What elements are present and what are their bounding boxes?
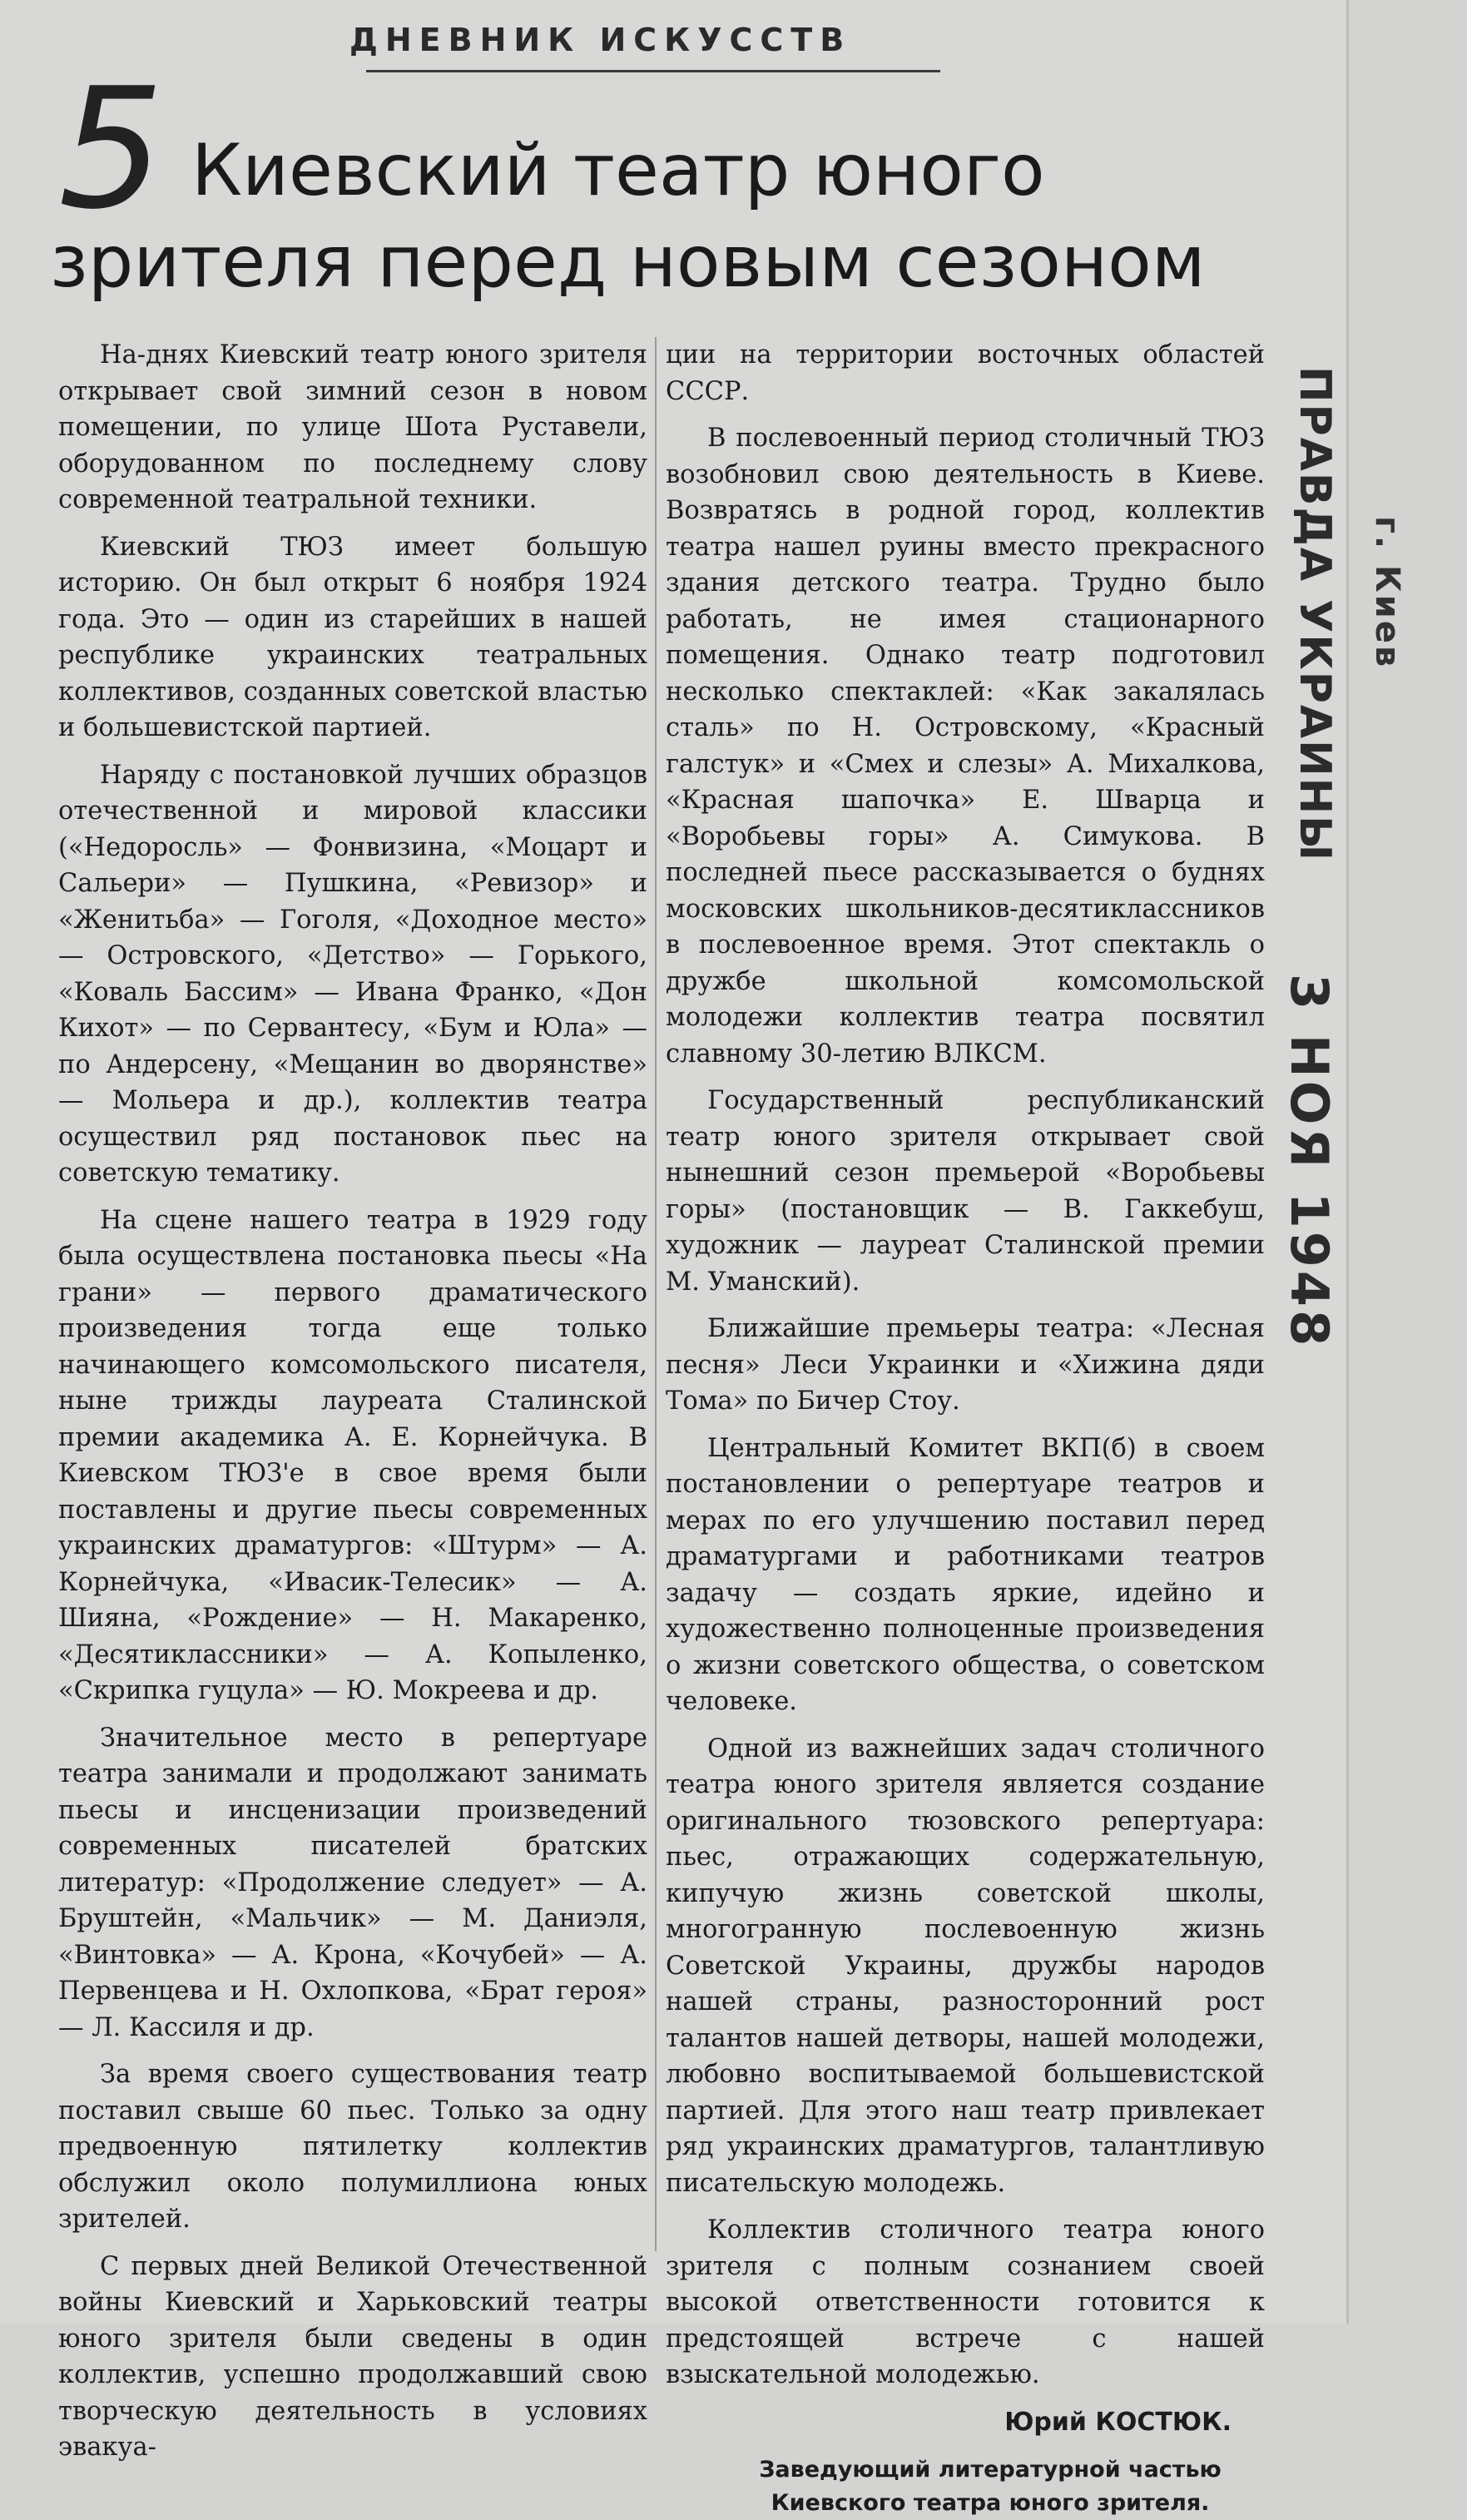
- column-divider: [655, 337, 657, 2251]
- paragraph: Ближайшие премьеры театра: «Лесная песня» Леси Украинки и «Хижина дяди Тома» по Бичер Стоу.: [666, 1314, 1265, 1416]
- paragraph: Центральный Комитет ВКП(б) в своем постановлении о репертуаре театров и мерах по его улучшению поставил перед драматургами и работниками театров задачу — создать яркие, идейно и художественно полноценные произведения о жизни советского общества, о советском человеке.: [666, 1433, 1265, 1716]
- paragraph: Коллектив столичного театра юного зрителя с полным сознанием своей высокой ответственности готовится к предстоящей встрече с нашей взыскательной молодежью.: [666, 2215, 1265, 2389]
- article-headline: [50, 125, 1281, 308]
- section-rubric: ДНЕВНИК ИСКУССТВ: [349, 22, 852, 58]
- author-position-line-1: Заведующий литературной частью: [759, 2457, 1222, 2483]
- article-column-2: [666, 337, 1265, 2520]
- headline-line-1: Киевский театр юного: [191, 129, 1045, 212]
- paragraph: На-днях Киевский театр юного зрителя открывает свой зимний сезон в новом помещении, по улице Шота Руставели, оборудованном по последнему слову современной театральной техники.: [58, 340, 647, 514]
- rubric-underline: [366, 70, 940, 72]
- paragraph: На сцене нашего театра в 1929 году была осуществлена постановка пьесы «На грани» — первого драматического произведения тогда еще только начинающего комсомольского писателя, ныне трижды лауреата Сталинской премии академика А. Е. Корнейчука. В Киевском ТЮЗ'е в свое время были поставлены и другие пьесы современных украинских драматургов: «Штурм» — А. Корнейчука, «Ивасик-Телесик» — А. Шияна, «Рождение» — Н. Макаренко, «Десятиклассники» — А. Копыленко, «Скрипка гуцула» — Ю. Мокреева и др.: [58, 1205, 647, 1705]
- author-position-line-2: Киевского театра юного зрителя.: [771, 2490, 1210, 2516]
- stamp-newspaper-name: ПРАВДА УКРАИНЫ: [1290, 366, 1340, 863]
- author-position: [666, 2453, 1265, 2520]
- headline-line-2: зрителя перед новым сезоном: [50, 221, 1206, 304]
- handwritten-number: 5: [58, 52, 165, 246]
- paragraph: За время своего существования театр поставил свыше 60 пьес. Только за одну предвоенную пятилетку коллектив обслужил около полумиллиона юных зрителей.: [58, 2060, 647, 2234]
- stamp-date: 3 НОЯ 1948: [1279, 974, 1340, 1350]
- paragraph: В послевоенный период столичный ТЮЗ возобновил свою деятельность в Киеве. Возвратясь в родной город, коллектив театра нашел руины вместо прекрасного здания детского театра. Трудно было работать, не имея стационарного помещения. Однако театр подготовил несколько спектаклей: «Как закалялась сталь» по Н. Островскому, «Красный галстук» и «Смех и слезы» А. Михалкова, «Красная шапочка» Е. Шварца и «Воробьевы горы» А. Симукова. В последней пьесе рассказывается о буднях московских школьников-десятиклассников в послевоенное время. Этот спектакль о дружбе школьной комсомольской молодежи коллектив театра посвятил славному 30-летию ВЛКСМ.: [666, 424, 1265, 1069]
- stamp-city: г. Киев: [1368, 516, 1406, 670]
- paragraph: Значительное место в репертуаре театра занимали и продолжают занимать пьесы и инсценизации произведений современных писателей братских литератур: «Продолжение следует» — А. Бруштейн, «Мальчик» — М. Даниэля, «Винтовка» — А. Крона, «Кочубей» — А. Первенцева и Н. Охлопкова, «Брат героя» — Л. Кассиля и др.: [58, 1723, 647, 2042]
- clipping-edge: [1346, 0, 1349, 2324]
- paragraph: Одной из важнейших задач столичного театра юного зрителя является создание оригинального тюзовского репертуара: пьес, отражающих содержательную, кипучую жизнь советской школы, многогранную послевоенную жизнь Советской Украины, дружбы народов нашей страны, разносторонний рост талантов нашей детворы, нашей молодежи, любовно воспитываемой большевистской партией. Для этого наш театр привлекает ряд украинских драматургов, талантливую писательскую молодежь.: [666, 1734, 1265, 2198]
- paragraph: С первых дней Великой Отечественной войны Киевский и Харьковский театры юного зрителя были сведены в один коллектив, успешно продолжавший свою творческую деятельность в условиях эвакуа-: [58, 2251, 647, 2462]
- author-signature: Юрий КОСТЮК.: [1004, 2407, 1232, 2437]
- article-column-1: [58, 337, 647, 2477]
- paragraph-continuation: ции на территории восточных областей СССР.: [666, 340, 1265, 406]
- paragraph: Киевский ТЮЗ имеет большую историю. Он был открыт 6 ноября 1924 года. Это — один из старейших в нашей республике украинских театральных коллективов, созданных советской властью и большевистской партией.: [58, 532, 647, 742]
- paragraph: Наряду с постановкой лучших образцов отечественной и мировой классики («Недоросль» — Фонвизина, «Моцарт и Сальери» — Пушкина, «Ревизор» и «Женитьба» — Гоголя, «Доходное место» — Островского, «Детство» — Горького, «Коваль Бассим» — Ивана Франко, «Дон Кихот» — по Сервантесу, «Бум и Юла» — по Андерсену, «Мещанин во дворянстве» — Мольера и др.), коллектив театра осуществил ряд постановок пьес на советскую тематику.: [58, 760, 647, 1188]
- paragraph: Государственный республиканский театр юного зрителя открывает свой нынешний сезон премьерой «Воробьевы горы» (постановщик — В. Гаккебуш, художник — лауреат Сталинской премии М. Уманский).: [666, 1086, 1265, 1297]
